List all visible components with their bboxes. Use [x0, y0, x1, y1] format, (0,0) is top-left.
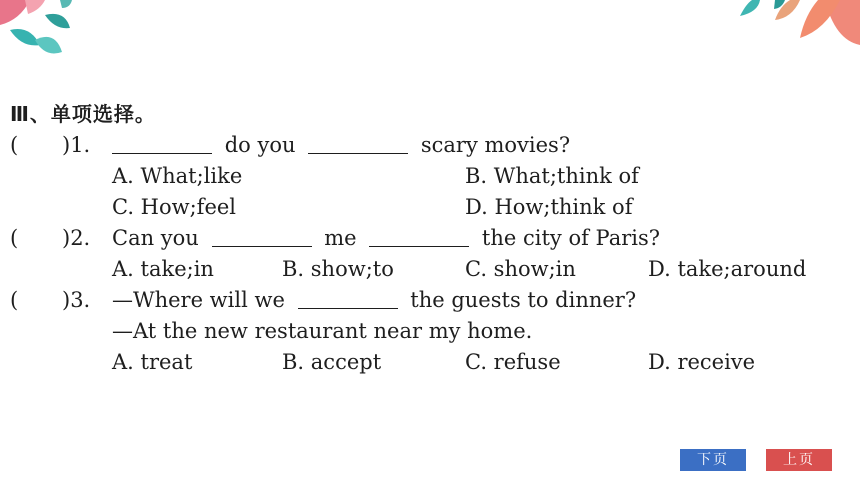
- question-number-2: )2.: [62, 226, 91, 250]
- option-a[interactable]: A. What;like: [112, 164, 243, 188]
- leaf-decoration-left-icon: [0, 0, 90, 70]
- option-c[interactable]: C. refuse: [465, 350, 561, 374]
- option-b[interactable]: B. accept: [282, 350, 382, 374]
- answer-paren-1[interactable]: (: [10, 133, 19, 157]
- answer-blank[interactable]: [112, 135, 212, 154]
- answer-blank[interactable]: [308, 135, 408, 154]
- section-title: Ⅲ、单项选择。: [10, 102, 156, 126]
- answer-paren-3[interactable]: (: [10, 288, 19, 312]
- next-page-button[interactable]: 下页: [680, 449, 746, 471]
- answer-blank[interactable]: [369, 228, 469, 247]
- option-b[interactable]: B. What;think of: [465, 164, 639, 188]
- question-stem-3-line2: —At the new restaurant near my home.: [112, 319, 533, 343]
- option-d[interactable]: D. take;around: [648, 257, 807, 281]
- answer-blank[interactable]: [298, 290, 398, 309]
- option-c[interactable]: C. How;feel: [112, 195, 237, 219]
- previous-page-button[interactable]: 上页: [766, 449, 832, 471]
- question-stem-1: do you scary movies?: [106, 132, 570, 158]
- option-a[interactable]: A. take;in: [112, 257, 214, 281]
- question-stem-3: —Where will we the guests to dinner?: [112, 288, 637, 312]
- option-b[interactable]: B. show;to: [282, 257, 394, 281]
- leaf-decoration-right-icon: [730, 0, 860, 55]
- answer-blank[interactable]: [212, 228, 312, 247]
- option-c[interactable]: C. show;in: [465, 257, 576, 281]
- option-d[interactable]: D. How;think of: [465, 195, 633, 219]
- question-number-3: )3.: [62, 288, 91, 312]
- option-d[interactable]: D. receive: [648, 350, 756, 374]
- question-stem-2: Can you me the city of Paris?: [112, 226, 661, 250]
- answer-paren-2[interactable]: (: [10, 226, 19, 250]
- question-number-1: )1.: [62, 133, 91, 157]
- option-a[interactable]: A. treat: [112, 350, 193, 374]
